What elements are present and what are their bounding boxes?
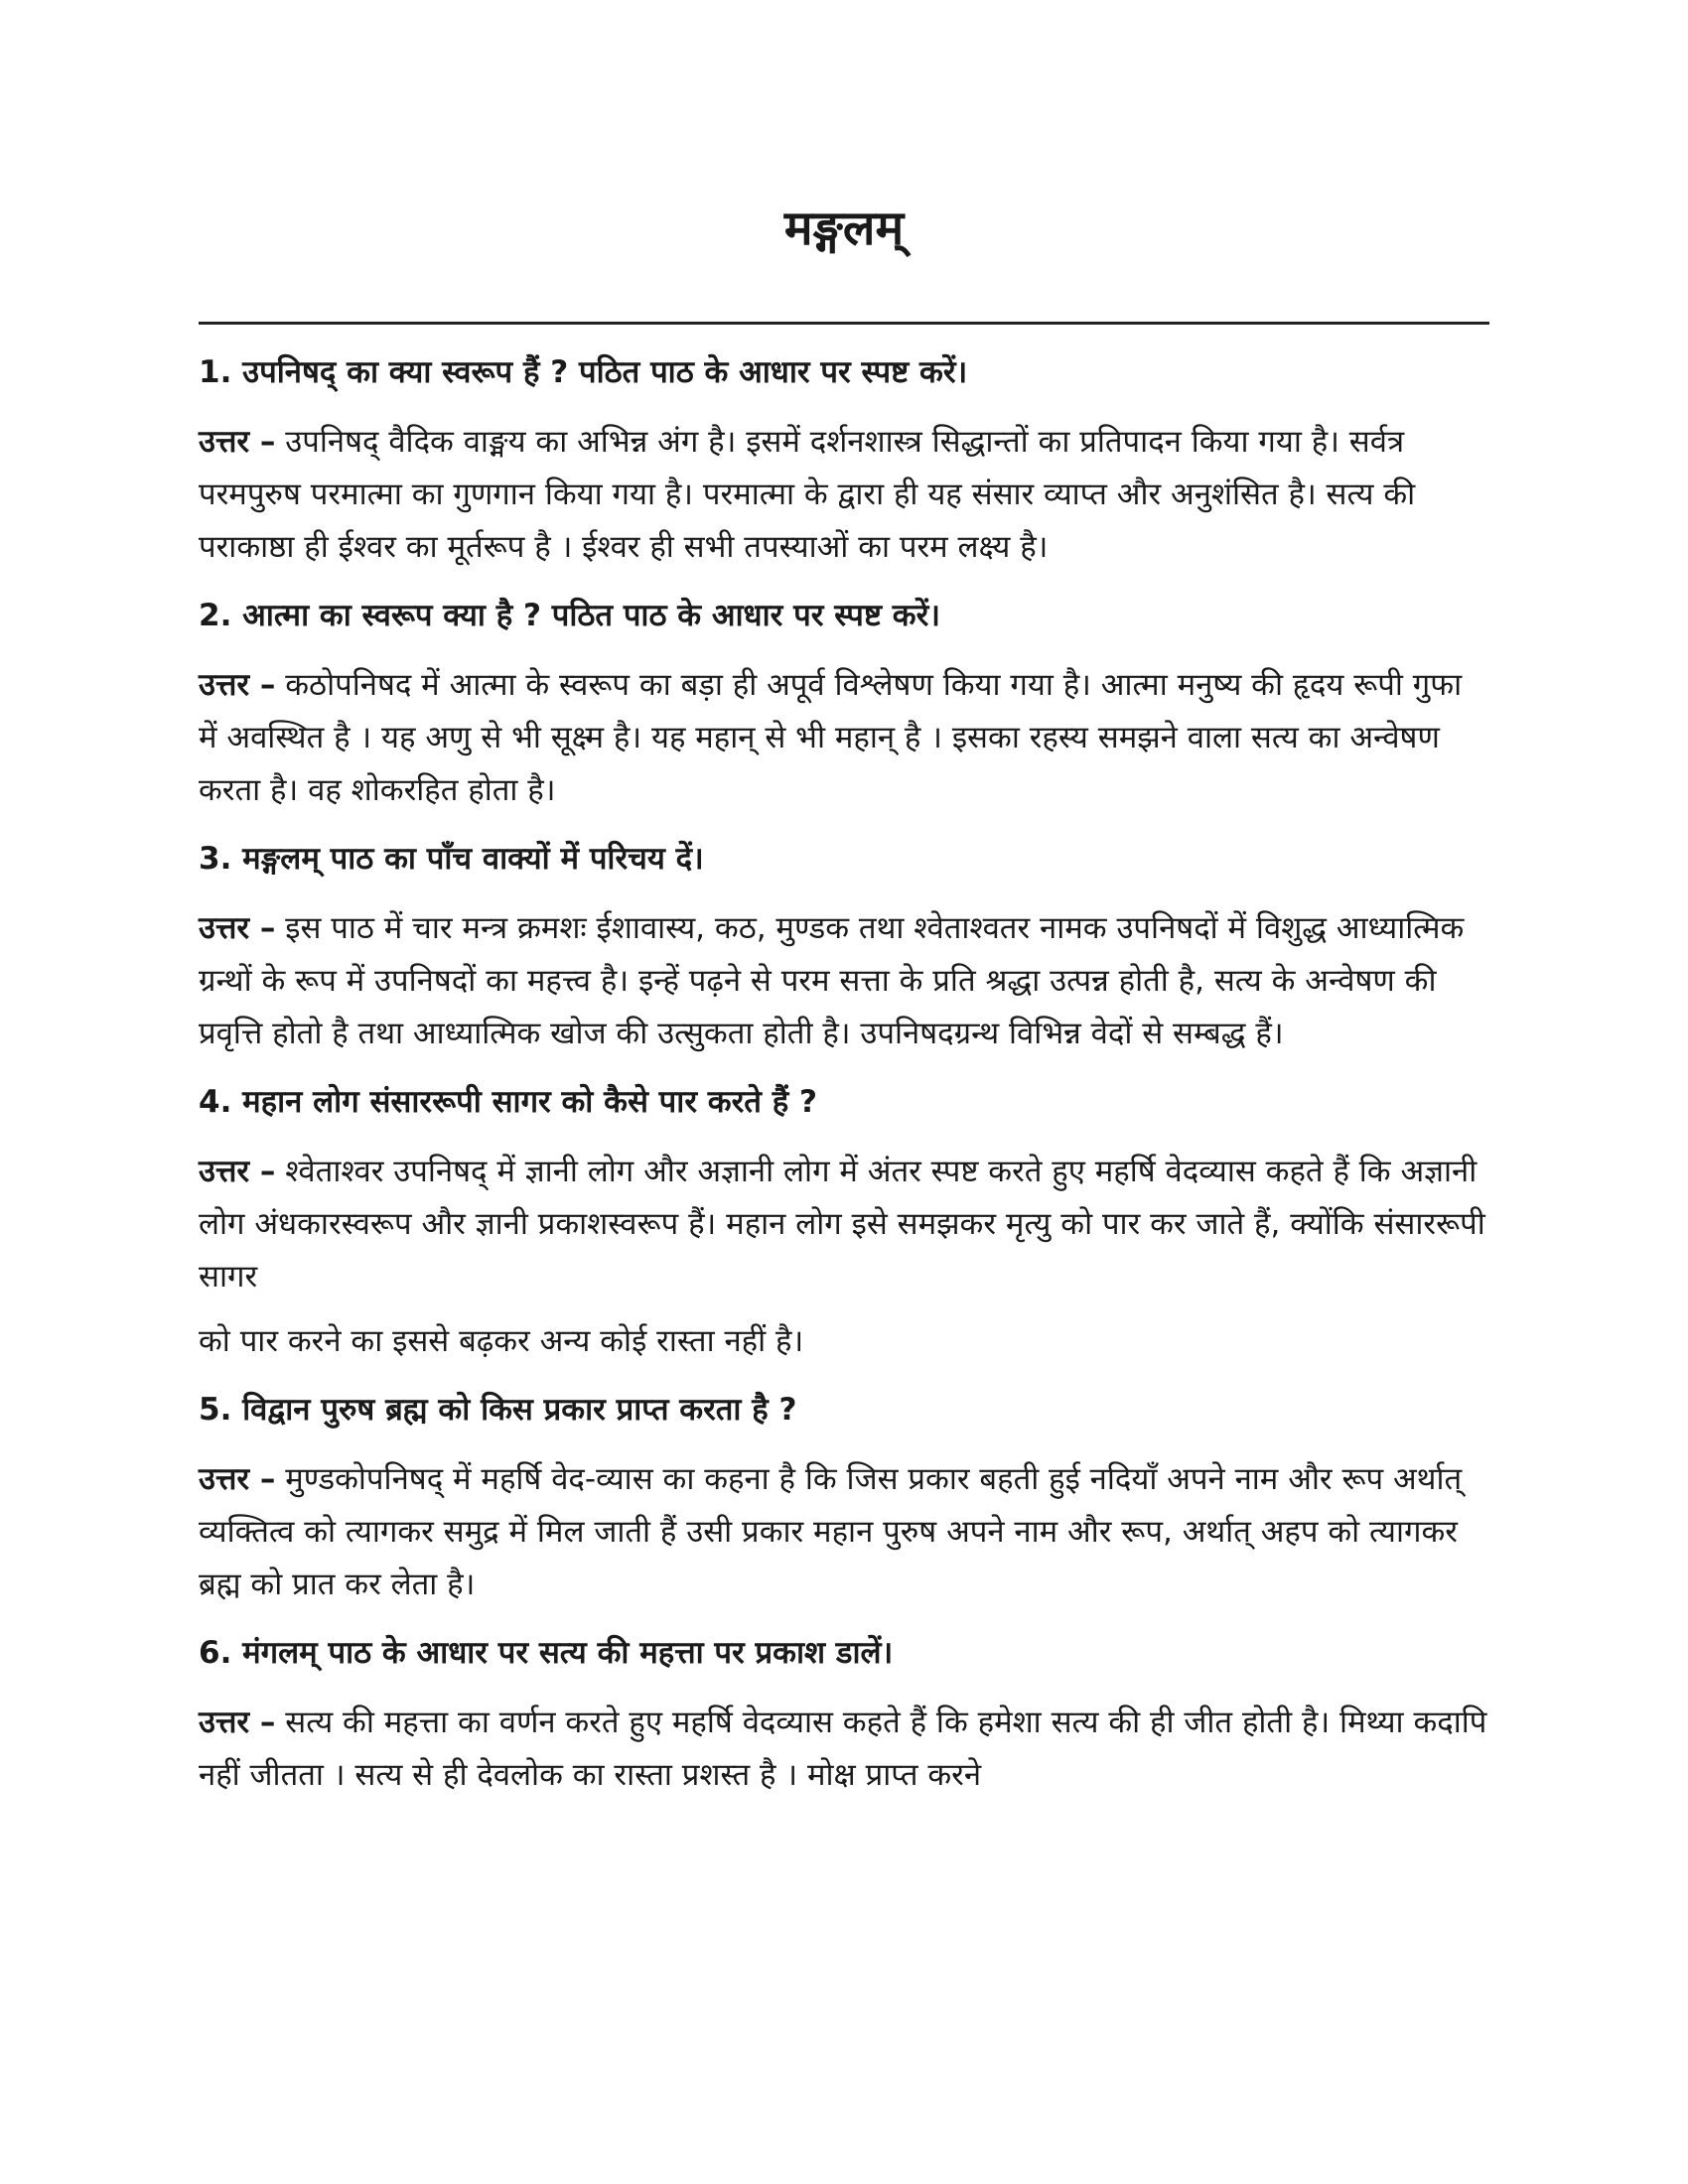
qa-item-2 <box>199 586 1489 817</box>
answer-6 <box>199 1697 1489 1802</box>
qa-list <box>199 342 1489 1814</box>
qa-item-4 <box>199 1072 1489 1368</box>
answer-label: उत्तर – <box>199 1705 276 1740</box>
answer-label: उत्तर – <box>199 667 276 703</box>
question-1: 1. उपनिषद् का क्या स्वरूप हैं ? पठित पाठ के आधार पर स्पष्ट करें। <box>199 354 968 390</box>
question-3: 3. मङ्गलम् पाठ का पाँच वाक्यों में परिचय दें। <box>199 841 704 877</box>
qa-item-5 <box>199 1380 1489 1611</box>
title-divider <box>199 322 1489 325</box>
answer-text-1: उपनिषद् वैदिक वाङ्मय का अभिन्न अंग है। इसमें दर्शनशास्त्र सिद्धान्तों का प्रतिपादन किया गया है। सर्वत्र परमपुरुष परमात्मा का गुणगान किया गया है। परमात्मा के द्वारा ही यह संसार व्याप्त और अनुशंसित है। सत्य की पराकाष्ठा ही ईश्वर का मूर्तरूप है । ईश्वर ही सभी तपस्याओं का परम लक्ष्य है। <box>199 424 1416 565</box>
answer-text-5: मुण्डकोपनिषद् में महर्षि वेद-व्यास का कहना है कि जिस प्रकार बहती हुई नदियाँ अपने नाम और रूप अर्थात् व्यक्तित्व को त्यागकर समुद्र में मिल जाती हैं उसी प्रकार महान पुरुष अपने नाम और रूप, अर्थात् अहप को त्यागकर ब्रह्म को प्रात कर लेता है। <box>199 1461 1463 1602</box>
answer-label: उत्तर – <box>199 1461 276 1497</box>
answer-3 <box>199 902 1489 1060</box>
answer-5 <box>199 1453 1489 1611</box>
answer-label: उत्तर – <box>199 1154 276 1189</box>
question-6: 6. मंगलम् पाठ के आधार पर सत्य की महत्ता पर प्रकाश डालें। <box>199 1635 894 1671</box>
answer-4-continuation: को पार करने का इससे बढ़कर अन्य कोई रास्ता नहीं है। <box>199 1323 804 1359</box>
qa-item-3 <box>199 829 1489 1060</box>
qa-item-1 <box>199 342 1489 574</box>
answer-text-4: श्वेताश्वर उपनिषद् में ज्ञानी लोग और अज्ञानी लोग में अंतर स्पष्ट करते हुए महर्षि वेदव्यास कहते हैं कि अज्ञानी लोग अंधकारस्वरूप और ज्ञानी प्रकाशस्वरूप हैं। महान लोग इसे समझकर मृत्यु को पार कर जाते हैं, क्योंकि संसाररूपी सागर <box>199 1154 1485 1295</box>
answer-4 <box>199 1146 1489 1303</box>
qa-item-6 <box>199 1623 1489 1802</box>
question-2: 2. आत्मा का स्वरूप क्या है ? पठित पाठ के आधार पर स्पष्ट करें। <box>199 598 940 633</box>
answer-1 <box>199 416 1489 574</box>
answer-text-6: सत्य की महत्ता का वर्णन करते हुए महर्षि वेदव्यास कहते हैं कि हमेशा सत्य की ही जीत होती है। मिथ्या कदापि नहीं जीतता । सत्य से ही देवलोक का रास्ता प्रशस्त है । मोक्ष प्राप्त करने <box>199 1705 1487 1793</box>
answer-2 <box>199 659 1489 817</box>
answer-label: उत्तर – <box>199 910 276 946</box>
page-title: मङ्गलम् <box>783 201 905 256</box>
answer-text-2: कठोपनिषद में आत्मा के स्वरूप का बड़ा ही अपूर्व विश्लेषण किया गया है। आत्मा मनुष्य की हृदय रूपी गुफा में अवस्थित है । यह अणु से भी सूक्ष्म है। यह महान् से भी महान् है । इसका रहस्य समझने वाला सत्य का अन्वेषण करता है। वह शोकरहित होता है। <box>199 667 1463 808</box>
question-5: 5. विद्वान पुरुष ब्रह्म को किस प्रकार प्राप्त करता है ? <box>199 1392 797 1428</box>
answer-label: उत्तर – <box>199 424 276 460</box>
answer-text-3: इस पाठ में चार मन्त्र क्रमशः ईशावास्य, कठ, मुण्डक तथा श्वेताश्वतर नामक उपनिषदों में विशुद्ध आध्यात्मिक ग्रन्थों के रूप में उपनिषदों का महत्त्व है। इन्हें पढ़ने से परम सत्ता के प्रति श्रद्धा उत्पन्न होती है, सत्य के अन्वेषण की प्रवृत्ति होतो है तथा आध्यात्मिक खोज की उत्सुकता होती है। उपनिषदग्रन्थ विभिन्न वेदों से सम्बद्ध हैं। <box>199 910 1465 1051</box>
question-4: 4. महान लोग संसाररूपी सागर को कैसे पार करते हैं ? <box>199 1084 817 1120</box>
